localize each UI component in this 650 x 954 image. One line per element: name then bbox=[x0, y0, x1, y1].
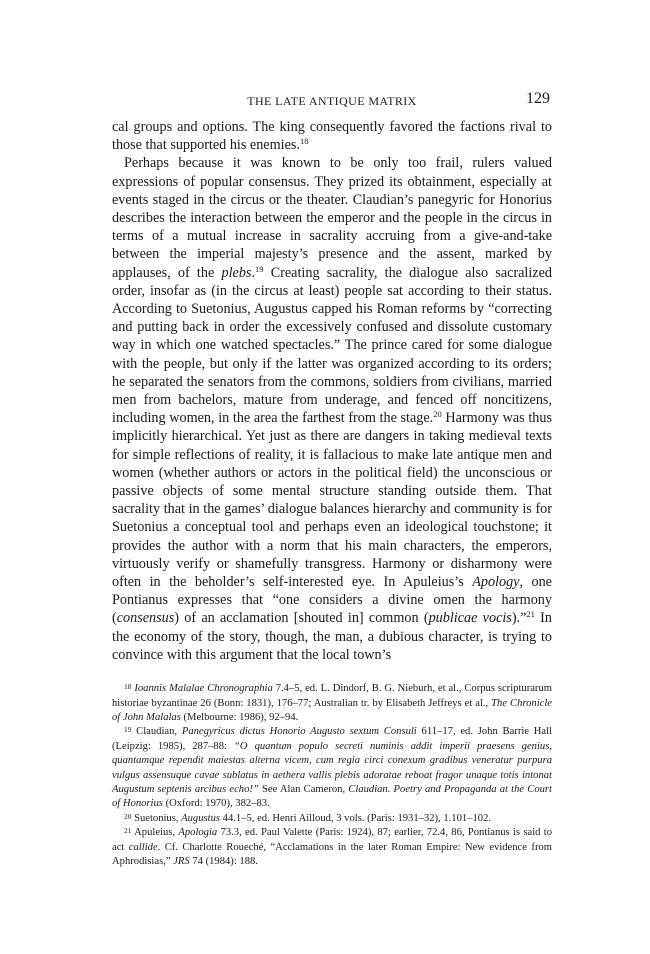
footnote-number: 20 bbox=[124, 811, 132, 821]
italic-title: The Chronicle of John Malalas bbox=[112, 697, 552, 723]
paragraph-1 bbox=[112, 118, 552, 154]
text-run: cal groups and options. The king consequently favored the factions rival to those that supported his enemies. bbox=[112, 119, 552, 154]
footnote-ref-21: 21 bbox=[526, 609, 535, 620]
text-run: , one Pontianus expresses that “one considers a divine omen the harmony ( bbox=[112, 574, 552, 627]
text-run: . Cf. Charlotte Roueché, “Acclamations in the later Roman Empire: New evidence from Aphrodisias,” bbox=[112, 841, 553, 867]
paragraph-2 bbox=[112, 154, 552, 664]
body-text bbox=[112, 118, 552, 664]
text-run: . bbox=[251, 264, 255, 281]
page-number: 129 bbox=[526, 90, 550, 107]
text-run: 74 (1984): 188. bbox=[189, 855, 258, 867]
italic-title: Apologia bbox=[178, 827, 218, 839]
text-run: 7.4–5, ed. L. Dindorf, B. G. Nieburh, et al., Corpus scripturarum historiae byzantinae 26 (Bonn: 1831), 176–77; Australian tr. by Elisabeth Jeffreys et al., bbox=[112, 683, 552, 709]
text-run: In the economy of the story, though, the man, a dubious character, is trying to convince with this argument that the local town’s bbox=[112, 610, 552, 663]
footnote-21 bbox=[112, 826, 552, 869]
text-run: ) of an acclamation [shouted in] common ( bbox=[174, 610, 429, 627]
text-run: Claudian, bbox=[136, 726, 182, 738]
footnotes bbox=[112, 682, 552, 869]
footnote-number: 19 bbox=[124, 725, 132, 735]
footnote-number: 21 bbox=[124, 825, 132, 835]
italic-title: Claudian. Poetry and Propaganda at the Court of Honorius bbox=[112, 783, 553, 810]
footnote-19 bbox=[112, 725, 552, 811]
running-title: THE LATE ANTIQUE MATRIX bbox=[247, 94, 417, 108]
italic-title: Ioannis Malalae Chronographia bbox=[134, 683, 273, 695]
italic-term: callide bbox=[128, 841, 158, 853]
text-run: See Alan Cameron, bbox=[258, 783, 349, 795]
text-run: 611–17, ed. John Barrie Hall (Leipzig: 1985), 287–88: bbox=[112, 726, 552, 752]
footnote-number: 18 bbox=[124, 681, 132, 691]
italic-title: Apology bbox=[472, 574, 520, 591]
text-run: 44.1–5, ed. Henri Ailloud, 3 vols. (Paris: 1931–32), 1.101–102. bbox=[220, 812, 492, 824]
running-head bbox=[112, 92, 552, 114]
footnote-ref-19: 19 bbox=[254, 263, 264, 274]
footnote-ref-20: 20 bbox=[433, 409, 442, 420]
text-run: Creating sacrality, the dialogue also sacralized order, insofar as (in the circus at least) people sat according to their status. According to Suetonius, Augustus capped his Roman reforms by “correcting and putting back in order the excessively confused and dissolute customary way in which one watched spectacles.” The prince cared for some dialogue with the people, but only if the latter was organized according to its orders; he separated the senators from the commons, soldiers from civilians, married men from bachelors, mature from underage, and fenced off noncitizens, including women, in the area the farthest from the stage. bbox=[112, 264, 553, 427]
text-run: Suetonius, bbox=[134, 812, 182, 824]
italic-term: consensus bbox=[116, 610, 175, 627]
text-run: Harmony was thus implicitly hierarchical. Yet just as there are dangers in taking medieval texts for simple reflections of reality, it is fallacious to make late antique men and women (whether authors or actors in the political field) the unconscious or passive objects of some mental structure standing outside them. That sacrality that in the games’ dialogue balances hierarchy and community is for Suetonius a conceptual tool and perhaps even an ideological touchstone; it provides the author with a norm that his main characters, the emperors, virtuously verify or shamefully transgress. Harmony or disharmony were often in the beholder’s self-interested eye. In Apuleius’s bbox=[112, 410, 552, 591]
italic-title: Augustus bbox=[181, 812, 221, 824]
italic-title: Panegyricus dictus Honorio Augusto sextum Consuli bbox=[181, 726, 417, 738]
text-run: ).” bbox=[511, 610, 527, 627]
footnote-20 bbox=[112, 812, 552, 826]
italic-term: publicae vocis bbox=[428, 610, 512, 627]
text-run: Perhaps because it was known to be only too frail, rulers valued expressions of popular consensus. They prized its obtainment, especially at events staged in the circus or the theater. Claudian’s panegyric for Honorius describes the interaction between the emperor and the people in the circus in terms of a mutual increase in sacrality accruing from a give-and-take between the imperial majesty’s presence and the assent, marked by applauses, of the bbox=[112, 155, 552, 281]
italic-term: plebs bbox=[221, 264, 252, 281]
text-run: Apuleius, bbox=[134, 827, 179, 839]
footnote-ref-18: 18 bbox=[299, 136, 309, 147]
text-run: 73.3, ed. Paul Valette (Paris: 1924), 87; earlier, 72.4, 86, Pontianus is said to act bbox=[112, 827, 552, 853]
book-page bbox=[112, 92, 552, 869]
text-run: (Oxford: 1970), 382–83. bbox=[162, 798, 270, 810]
text-run: (Melbourne: 1986), 92–94. bbox=[180, 711, 299, 723]
italic-title: JRS bbox=[173, 855, 190, 867]
italic-quote: “O quantum populo secreti numinis addit imperii praesens genius, quantamque rependit maiestas alterna vicem, cum regia circi conexum gradibus veneratur purpura vulgus assensuque cavae sublatus in aethera vallis plebis adoratae reboat fragor unaque totis intonat Augustum septenis arcibus echo!” bbox=[112, 740, 552, 795]
footnote-18 bbox=[112, 682, 552, 725]
